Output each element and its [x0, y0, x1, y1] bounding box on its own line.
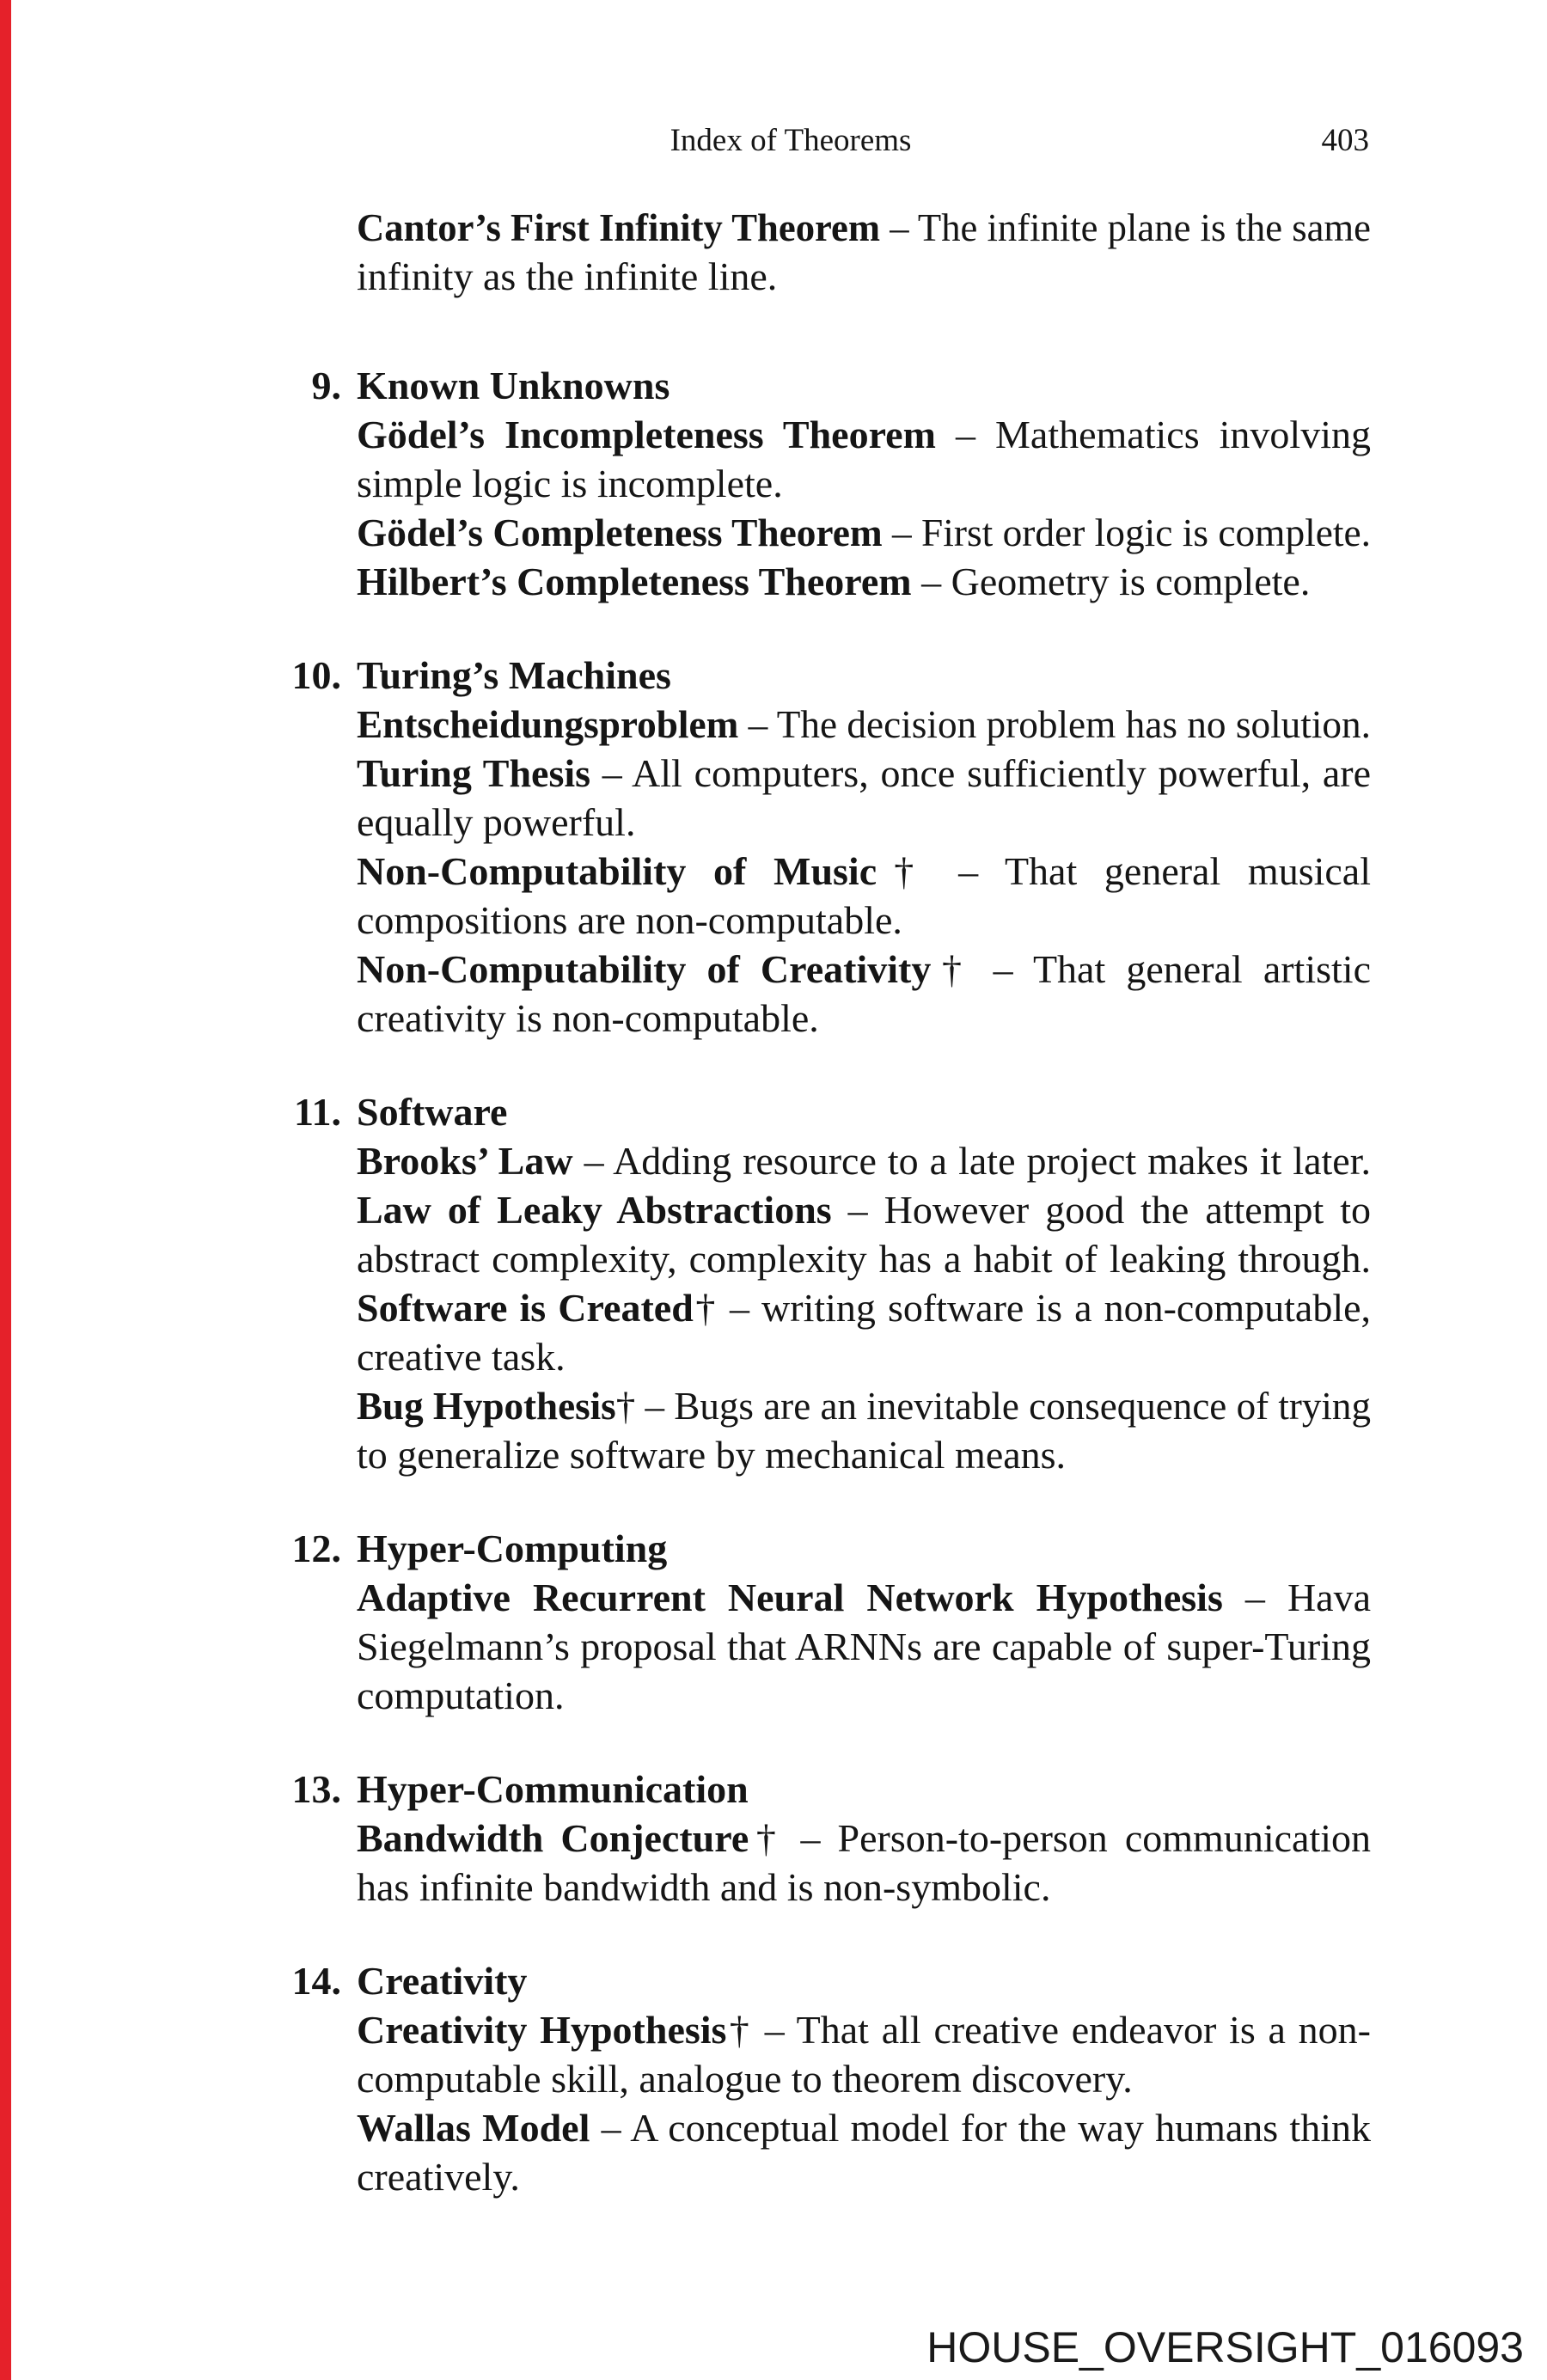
list-number: 14. — [291, 1959, 341, 2003]
theorem-index-list — [291, 361, 1372, 2201]
list-number: 13. — [291, 1767, 341, 1811]
separator-dash: – — [751, 2008, 797, 2052]
description-text: All computers, once sufficiently powerful, are — [632, 751, 1371, 795]
theorem-name: Non-Computability of Music — [357, 849, 877, 893]
separator-dash: – — [831, 1188, 884, 1232]
entry-line-text: compositions are non-computable. — [357, 898, 902, 942]
description-text: Bugs are an inevitable consequence of trying — [674, 1384, 1371, 1428]
entry-line — [357, 1185, 1371, 1234]
description-text: The infinite plane is the same — [917, 205, 1371, 249]
item-title-text: Software — [357, 1090, 508, 1134]
entry-line — [357, 700, 1371, 749]
index-item — [291, 1524, 1372, 1720]
entry-line-text: equally powerful. — [357, 800, 636, 844]
theorem-entry — [357, 557, 1371, 606]
separator-dash: – — [717, 1286, 762, 1330]
entry-line — [357, 1814, 1371, 1863]
theorem-name: Creativity Hypothesis — [357, 2008, 727, 2052]
entry-line — [357, 1381, 1371, 1430]
index-item — [291, 1765, 1372, 1912]
entry-line — [357, 557, 1371, 606]
entry-line-text: Siegelmann’s proposal that ARNNs are capable of super-Turing — [357, 1624, 1371, 1668]
dagger-mark: † — [931, 947, 973, 991]
theorem-entry — [357, 2103, 1371, 2201]
entry-line — [357, 203, 1371, 252]
theorem-name: Non-Computability of Creativity — [357, 947, 932, 991]
entry-line-text — [357, 1816, 1371, 1860]
entry-line — [357, 749, 1371, 798]
entry-line — [357, 994, 1371, 1043]
entry-line-text — [357, 1286, 1371, 1330]
entry-line-text — [357, 2106, 1371, 2150]
separator-dash: – — [882, 511, 922, 554]
description-text: Hava — [1287, 1575, 1372, 1619]
item-title — [357, 651, 1371, 700]
theorem-entry — [357, 1573, 1371, 1720]
entry-line — [357, 1332, 1371, 1381]
theorem-entry — [357, 749, 1371, 847]
theorem-entry — [357, 1185, 1371, 1283]
entry-line — [357, 508, 1371, 557]
entry-line-text: to generalize software by mechanical means. — [357, 1433, 1067, 1477]
theorem-entry — [357, 1381, 1371, 1479]
theorem-entry — [357, 508, 1371, 557]
entry-line — [357, 1430, 1371, 1479]
entry-line-text — [357, 508, 1371, 557]
index-item — [291, 651, 1371, 1043]
theorem-name: Software is Created — [357, 1286, 694, 1330]
entry-line-text — [357, 700, 1371, 749]
theorem-name: Gödel’s Incompleteness Theorem — [357, 413, 936, 456]
entry-line — [357, 945, 1371, 994]
dagger-mark: † — [726, 2008, 752, 2052]
theorem-name: Turing Thesis — [357, 751, 591, 795]
theorem-name: Entscheidungsproblem — [357, 702, 739, 746]
separator-dash: – — [972, 947, 1033, 991]
entry-line — [357, 1671, 1371, 1720]
entry-line — [357, 2054, 1371, 2103]
entry-line — [357, 1573, 1371, 1622]
theorem-name: Brooks’ Law — [357, 1139, 573, 1183]
separator-dash: – — [880, 205, 918, 249]
separator-dash: – — [635, 1384, 675, 1428]
entry-line — [357, 1863, 1371, 1912]
theorem-entry — [357, 1814, 1371, 1912]
item-title — [357, 1956, 1371, 2005]
entry-line — [357, 1283, 1371, 1332]
entry-line — [357, 410, 1371, 459]
index-content — [291, 203, 1372, 2201]
theorem-entry — [357, 1136, 1371, 1185]
description-text: The decision problem has no solution. — [776, 702, 1371, 746]
separator-dash: – — [590, 751, 633, 795]
entry-line — [357, 847, 1371, 896]
description-text: Person-to-person communication — [837, 1816, 1372, 1860]
dagger-mark: † — [877, 849, 932, 893]
entry-line-text: creatively. — [357, 2155, 520, 2199]
separator-dash: – — [931, 849, 1005, 893]
separator-dash: – — [1222, 1575, 1287, 1619]
theorem-name: Wallas Model — [357, 2106, 590, 2150]
index-item — [291, 1956, 1372, 2201]
separator-dash: – — [590, 2106, 631, 2150]
entry-line-text — [357, 849, 1371, 893]
entry-line-text: creative task. — [357, 1335, 566, 1379]
list-number: 12. — [291, 1527, 341, 1570]
item-title-text: Creativity — [357, 1959, 528, 2003]
entry-line-text — [357, 1139, 1371, 1183]
index-item — [294, 1087, 1372, 1479]
entry-line — [357, 1622, 1371, 1671]
entry-line-text — [357, 203, 1371, 252]
separator-dash: – — [935, 413, 995, 456]
entry-line-text — [357, 1188, 1371, 1232]
separator-dash: – — [911, 560, 951, 603]
theorem-name: Adaptive Recurrent Neural Network Hypothesis — [357, 1575, 1223, 1619]
entry-line-text — [357, 413, 1371, 456]
item-title-text: Known Unknowns — [357, 364, 670, 407]
theorem-entry — [357, 945, 1371, 1043]
separator-dash: – — [738, 702, 777, 746]
theorem-entry — [357, 410, 1371, 508]
item-title-text: Turing’s Machines — [357, 653, 671, 697]
list-number: 11. — [294, 1090, 341, 1134]
dagger-mark: † — [615, 1384, 636, 1428]
dagger-mark: † — [749, 1816, 784, 1860]
entry-line-text — [357, 947, 1371, 991]
item-title — [357, 1524, 1371, 1573]
entry-line-text: creativity is non-computable. — [357, 996, 819, 1040]
separator-dash: – — [783, 1816, 838, 1860]
theorem-entry — [357, 1283, 1371, 1381]
description-text: Adding resource to a late project makes it later. — [613, 1139, 1371, 1183]
item-title-text: Hyper-Communication — [357, 1767, 749, 1811]
entry-line-text — [357, 1575, 1371, 1619]
list-number: 9. — [311, 364, 341, 407]
description-text: That general artistic — [1032, 947, 1371, 991]
entry-line-text — [357, 560, 1310, 603]
entry-line — [357, 1234, 1371, 1283]
entry-line-text — [357, 751, 1371, 795]
item-title-text: Hyper-Computing — [357, 1527, 668, 1570]
carryover-paragraph — [357, 203, 1371, 301]
description-text: Geometry is complete. — [951, 560, 1311, 603]
entry-line-text — [357, 2008, 1371, 2052]
theorem-name: Cantor’s First Infinity Theorem — [357, 205, 881, 249]
entry-line-text: abstract complexity, complexity has a habit of leaking through. — [357, 1237, 1371, 1281]
page-number: 403 — [1321, 123, 1369, 158]
description-text: That general musical — [1004, 849, 1371, 893]
theorem-name: Bandwidth Conjecture — [357, 1816, 749, 1860]
entry-line — [357, 2152, 1371, 2201]
scan-edge-artifact — [0, 0, 11, 2380]
entry-line — [357, 1136, 1371, 1185]
entry-line — [357, 2103, 1371, 2152]
entry-line — [357, 252, 1371, 301]
description-text: That all creative endeavor is a non- — [796, 2008, 1372, 2052]
description-text: However good the attempt to — [884, 1188, 1372, 1232]
bates-stamp: HOUSE_OVERSIGHT_016093 — [926, 2323, 1524, 2371]
item-title — [357, 361, 1371, 410]
entry-line-text: infinity as the infinite line. — [357, 254, 778, 298]
index-item — [311, 361, 1371, 606]
entry-line — [357, 459, 1371, 508]
description-text: Mathematics involving — [995, 413, 1371, 456]
separator-dash: – — [572, 1139, 614, 1183]
theorem-entry — [357, 700, 1371, 749]
theorem-name: Law of Leaky Abstractions — [357, 1188, 832, 1232]
item-title — [357, 1087, 1371, 1136]
entry-line-text: simple logic is incomplete. — [357, 462, 783, 505]
entry-line-text: computable skill, analogue to theorem discovery. — [357, 2057, 1133, 2101]
running-header-title: Index of Theorems — [670, 123, 912, 158]
theorem-entry — [357, 847, 1371, 945]
entry-line — [357, 2005, 1371, 2054]
list-number: 10. — [291, 653, 341, 697]
theorem-entry — [357, 2005, 1371, 2103]
entry-line — [357, 798, 1371, 847]
theorem-entry — [357, 203, 1371, 301]
dagger-mark: † — [693, 1286, 718, 1330]
description-text: First order logic is complete. — [921, 511, 1371, 554]
entry-line-text: computation. — [357, 1673, 565, 1717]
entry-line — [357, 896, 1371, 945]
description-text: writing software is a non-computable, — [761, 1286, 1372, 1330]
item-title — [357, 1765, 1371, 1814]
description-text: A conceptual model for the way humans think — [630, 2106, 1371, 2150]
entry-line-text: has infinite bandwidth and is non-symbolic. — [357, 1865, 1051, 1909]
theorem-name: Bug Hypothesis — [357, 1384, 616, 1428]
theorem-name: Gödel’s Completeness Theorem — [357, 511, 883, 554]
theorem-name: Hilbert’s Completeness Theorem — [357, 560, 912, 603]
entry-line-text — [357, 1381, 1371, 1430]
